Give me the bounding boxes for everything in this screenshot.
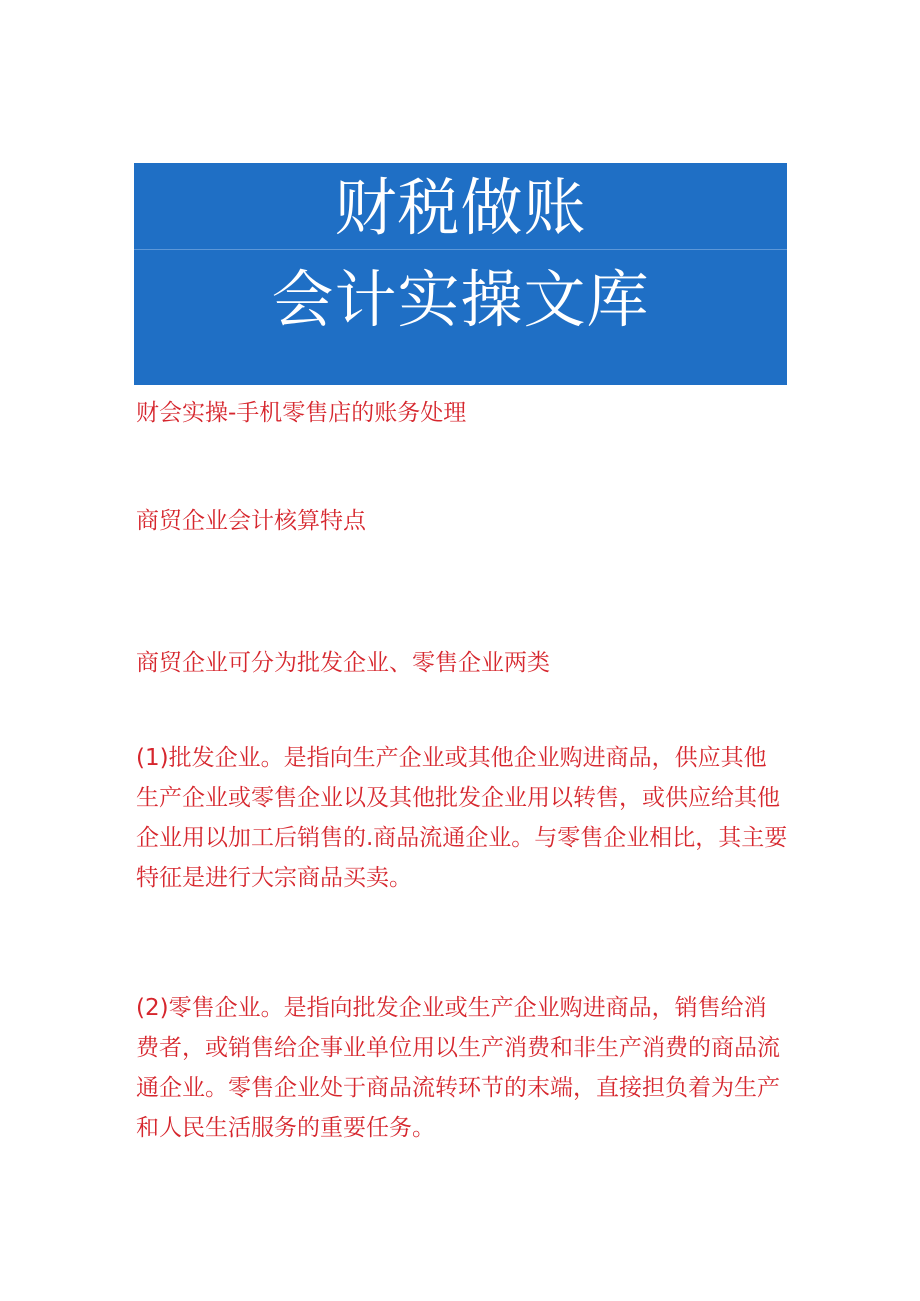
banner-title-line-1: 财税做账 xyxy=(334,171,587,244)
document-title: 财会实操-手机零售店的账务处理 xyxy=(136,400,467,426)
banner-divider xyxy=(134,249,787,250)
intro-paragraph: 商贸企业可分为批发企业、零售企业两类 xyxy=(136,650,550,676)
section-heading: 商贸企业会计核算特点 xyxy=(136,508,366,534)
retail-paragraph: (2)零售企业。是指向批发企业或生产企业购进商品，销售给消费者，或销售给企事业单位用以生产消费和非生产消费的商品流通企业。零售企业处于商品流转环节的末端，直接担负着为生产和人民生活服务的重要任务。 xyxy=(136,995,780,1141)
banner-title-line-2: 会计实操文库 xyxy=(271,263,650,336)
wholesale-paragraph: (1)批发企业。是指向生产企业或其他企业购进商品，供应其他生产企业或零售企业以及其他批发企业用以转售，或供应给其他企业用以加工后销售的.商品流通企业。与零售企业相比，其主要特征是进行大宗商品买卖。 xyxy=(136,745,788,891)
header-banner xyxy=(134,163,787,385)
